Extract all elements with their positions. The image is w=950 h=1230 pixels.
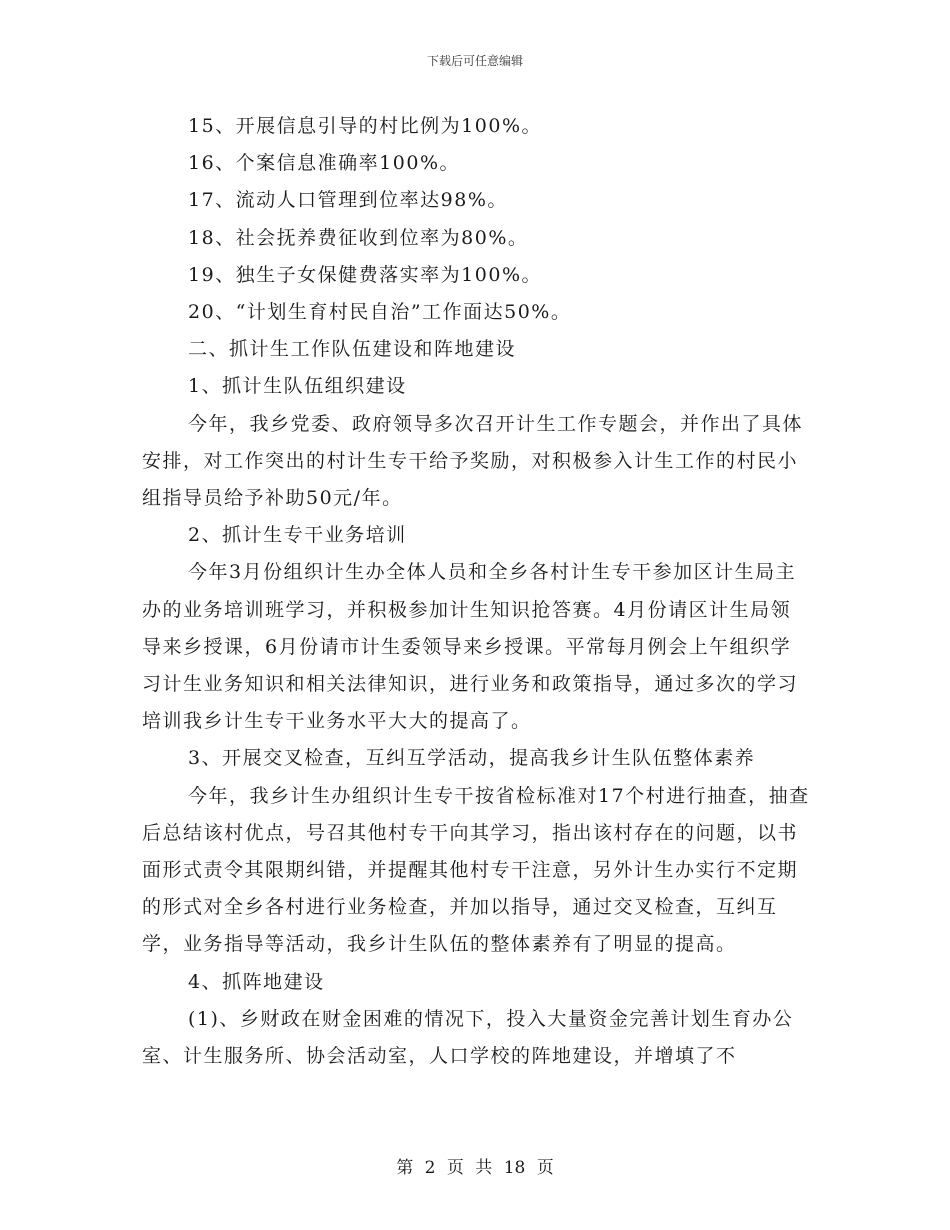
subsection-heading: 1、抓计生队伍组织建设 — [188, 375, 407, 398]
page-number-footer: 第 2 页 共 18 页 — [396, 1158, 554, 1178]
subsection-heading: 2、抓计生专干业务培训 — [188, 524, 407, 547]
paragraph: 15、开展信息引导的村比例为100%。 — [188, 115, 542, 137]
subsection-heading: 3、开展交叉检查，互纠互学活动，提高我乡计生队伍整体素养 — [188, 747, 756, 770]
paragraph: 今年3月份组织计生办全体人员和全乡各村计生专干参加区计生局主办的业务培训班学习，并积极参加计生知识抢答赛。4月份请区计生局领导来乡授课，6月份请市计生委领导来乡授课。平常每月例会上午组织学习计生业务知识和相关法律知识，进行业务和政策指导，通过多次的学习培训我乡计生专干业务水平大大的提高了。 — [142, 561, 799, 733]
subsection-heading: 4、抓阵地建设 — [188, 970, 325, 993]
page-header-note: 下载后可任意编辑 — [426, 54, 523, 68]
paragraph: 今年，我乡计生办组织计生专干按省检标准对17个村进行抽查，抽查后总结该村优点，号召其他村专干向其学习，指出该村存在的问题，以书面形式责令其限期纠错，并提醒其他村专干注意，另外计生办实行不定期的形式对全乡各村进行业务检查，并加以指导，通过交叉检查，互纠互学，业务指导等活动，我乡计生队伍的整体素养有了明显的提高。 — [142, 784, 810, 956]
document-body — [142, 108, 810, 1075]
paragraph: (1)、乡财政在财金困难的情况下，投入大量资金完善计划生育办公室、计生服务所、协会活动室，人口学校的阵地建设，并增填了不 — [142, 1007, 794, 1068]
paragraph: 20、“计划生育村民自治”工作面达50%。 — [188, 301, 572, 324]
paragraph: 今年，我乡党委、政府领导多次召开计生工作专题会，并作出了具体安排，对工作突出的村计生专干给予奖励，对积极参入计生工作的村民小组指导员给予补助50元/年。 — [142, 412, 804, 510]
paragraph: 19、独生子女保健费落实率为100%。 — [188, 263, 542, 286]
paragraph: 18、社会抚养费征收到位率为80%。 — [188, 226, 529, 249]
paragraph: 16、个案信息准确率100%。 — [188, 152, 460, 175]
paragraph: 17、流动人口管理到位率达98%。 — [188, 189, 508, 212]
section-heading: 二、抓计生工作队伍建设和阵地建设 — [188, 338, 517, 361]
